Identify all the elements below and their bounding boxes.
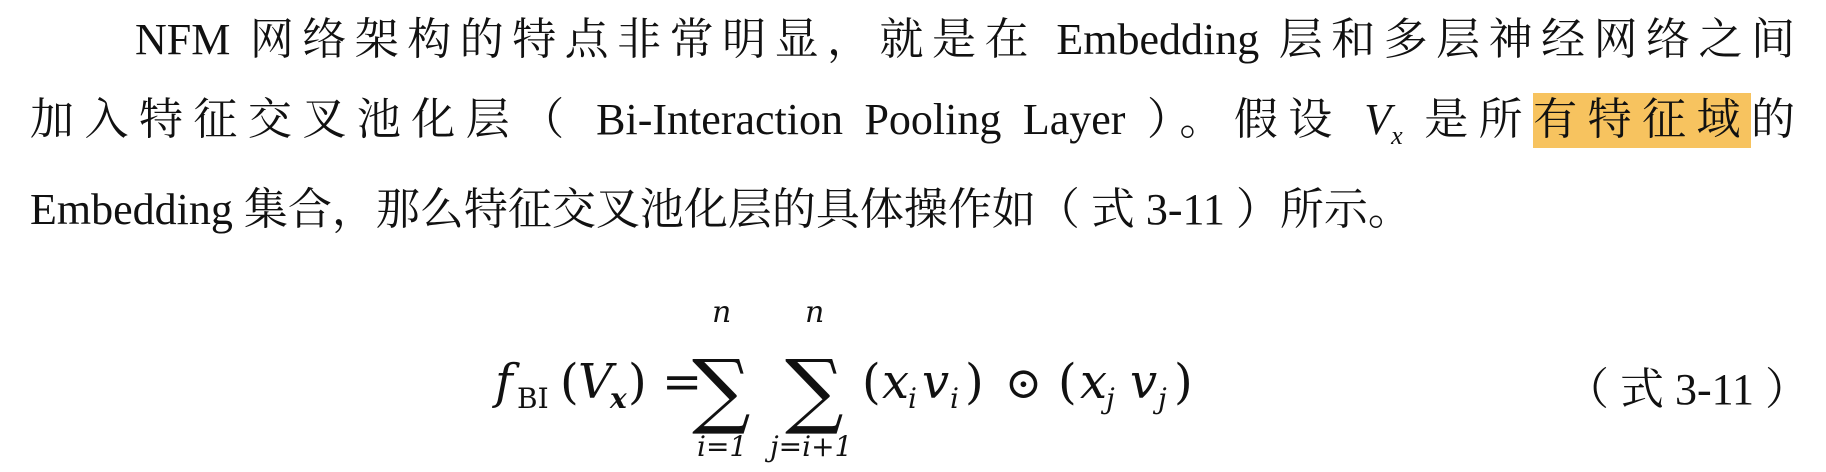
sum2-lower-limit: j=i+1 [770, 430, 853, 463]
line2-text-mid: 是所 [1424, 95, 1534, 144]
term1-v: v [922, 354, 950, 410]
term2-x-subscript: j [1106, 382, 1115, 415]
formula-V-subscript: x [610, 382, 627, 415]
equation-number: （ 式 3-11 ） [1565, 365, 1810, 414]
line2-text-before: 加入特征交叉池化层（ Bi-Interaction Pooling Layer ）。假设 [30, 95, 1343, 144]
formula-f-subscript: BI [517, 382, 549, 415]
formula-equals: = [662, 354, 703, 410]
vx-subscript: x [1391, 121, 1403, 150]
term2-open-paren: ( [1058, 354, 1077, 410]
sum1-upper-limit: n [712, 295, 732, 330]
sum1-sigma: ∑ [692, 343, 751, 438]
term1-v-subscript: i [950, 382, 959, 415]
paragraph-line-3: Embedding 集合，那么特征交叉池化层的具体操作如（ 式 3-11 ）所示。 [30, 185, 1412, 234]
paragraph-line-1: NFM 网络架构的特点非常明显，就是在 Embedding 层和多层神经网络之间 [135, 15, 1795, 64]
term1-x-subscript: i [908, 382, 917, 415]
formula-lhs-close-paren: ) [628, 354, 647, 410]
sum2-sigma: ∑ [785, 343, 844, 438]
odot-operator: ⊙ [1005, 358, 1042, 409]
term2-v: v [1130, 354, 1158, 410]
vx-variable: V [1364, 95, 1392, 144]
term1-open-paren: ( [862, 354, 881, 410]
sum1-lower-limit: i=1 [697, 430, 748, 463]
formula-f: f [495, 354, 513, 410]
term1-close-paren: ) [965, 354, 984, 410]
term1-x: x [882, 354, 910, 410]
formula-lhs-open-paren: ( [560, 354, 579, 410]
term2-v-subscript: j [1158, 382, 1167, 415]
line2-text-after: 的 [1751, 95, 1796, 144]
formula-V: V [578, 354, 613, 410]
highlighted-text: 有特征域 [1533, 93, 1751, 148]
sum2-upper-limit: n [805, 295, 825, 330]
term2-close-paren: ) [1174, 354, 1193, 410]
term2-x: x [1080, 354, 1108, 410]
